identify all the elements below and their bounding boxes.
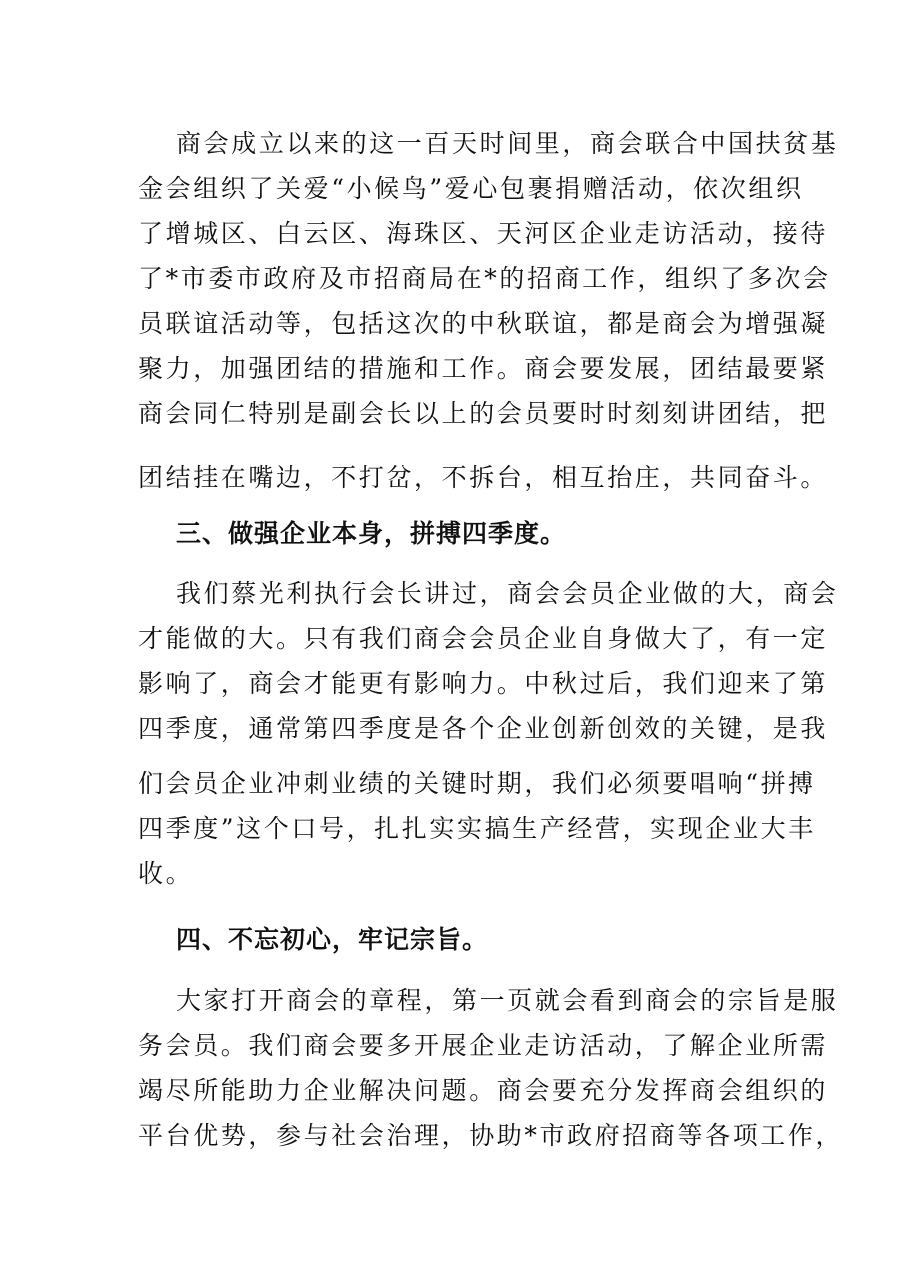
paragraph-1-line: 员联谊活动等，包括这次的中秋联谊，都是商会为增强凝 [138,309,829,338]
paragraph-1-line: 聚力，加强团结的措施和工作。商会要发展，团结最要紧 [138,354,829,383]
paragraph-2-line: 四季度，通常第四季度是各个企业创新创效的关键，是我 [138,714,829,743]
paragraph-3-line: 务会员。我们商会要多开展企业走访活动，了解企业所需 [138,1031,829,1060]
paragraph-1-line: 金会组织了关爱“小候鸟”爱心包裹捐赠活动，依次组织 [138,174,804,203]
paragraph-1-line: 团结挂在嘴边，不打岔，不拆台，相互抬庄，共同奋斗。 [138,463,829,492]
paragraph-3-line: 大家打开商会的章程，第一页就会看到商会的宗旨是服 [176,986,839,1015]
paragraph-1-line: 了增城区、白云区、海珠区、天河区企业走访活动，接待 [138,219,829,248]
paragraph-3-line: 平台优势，参与社会治理，协助*市政府招商等各项工作， [138,1121,844,1150]
paragraph-2-line: 四季度”这个口号，扎扎实实搞生产经营，实现企业大丰 [138,814,816,843]
paragraph-1-line: 商会成立以来的这一百天时间里，商会联合中国扶贫基 [176,129,839,158]
section-heading-4: 四、不忘初心，牢记宗旨。 [176,925,489,954]
paragraph-2-line: 才能做的大。只有我们商会会员企业自身做大了，有一定 [138,624,829,653]
paragraph-2-line: 我们蔡光利执行会长讲过，商会会员企业做的大，商会 [176,579,839,608]
section-heading-3: 三、做强企业本身，拼搏四季度。 [176,519,567,548]
paragraph-2-line: 收。 [138,859,194,888]
paragraph-1-line: 商会同仁特别是副会长以上的会员要时时刻刻讲团结，把 [138,399,829,428]
paragraph-1-line: 了*市委市政府及市招商局在*的招商工作，组织了多次会 [138,264,831,293]
paragraph-3-line: 竭尽所能助力企业解决问题。商会要充分发挥商会组织的 [138,1076,829,1105]
paragraph-2-line: 们会员企业冲刺业绩的关键时期，我们必须要唱响“拼搏 [138,769,816,798]
paragraph-2-line: 影响了，商会才能更有影响力。中秋过后，我们迎来了第 [138,669,829,698]
